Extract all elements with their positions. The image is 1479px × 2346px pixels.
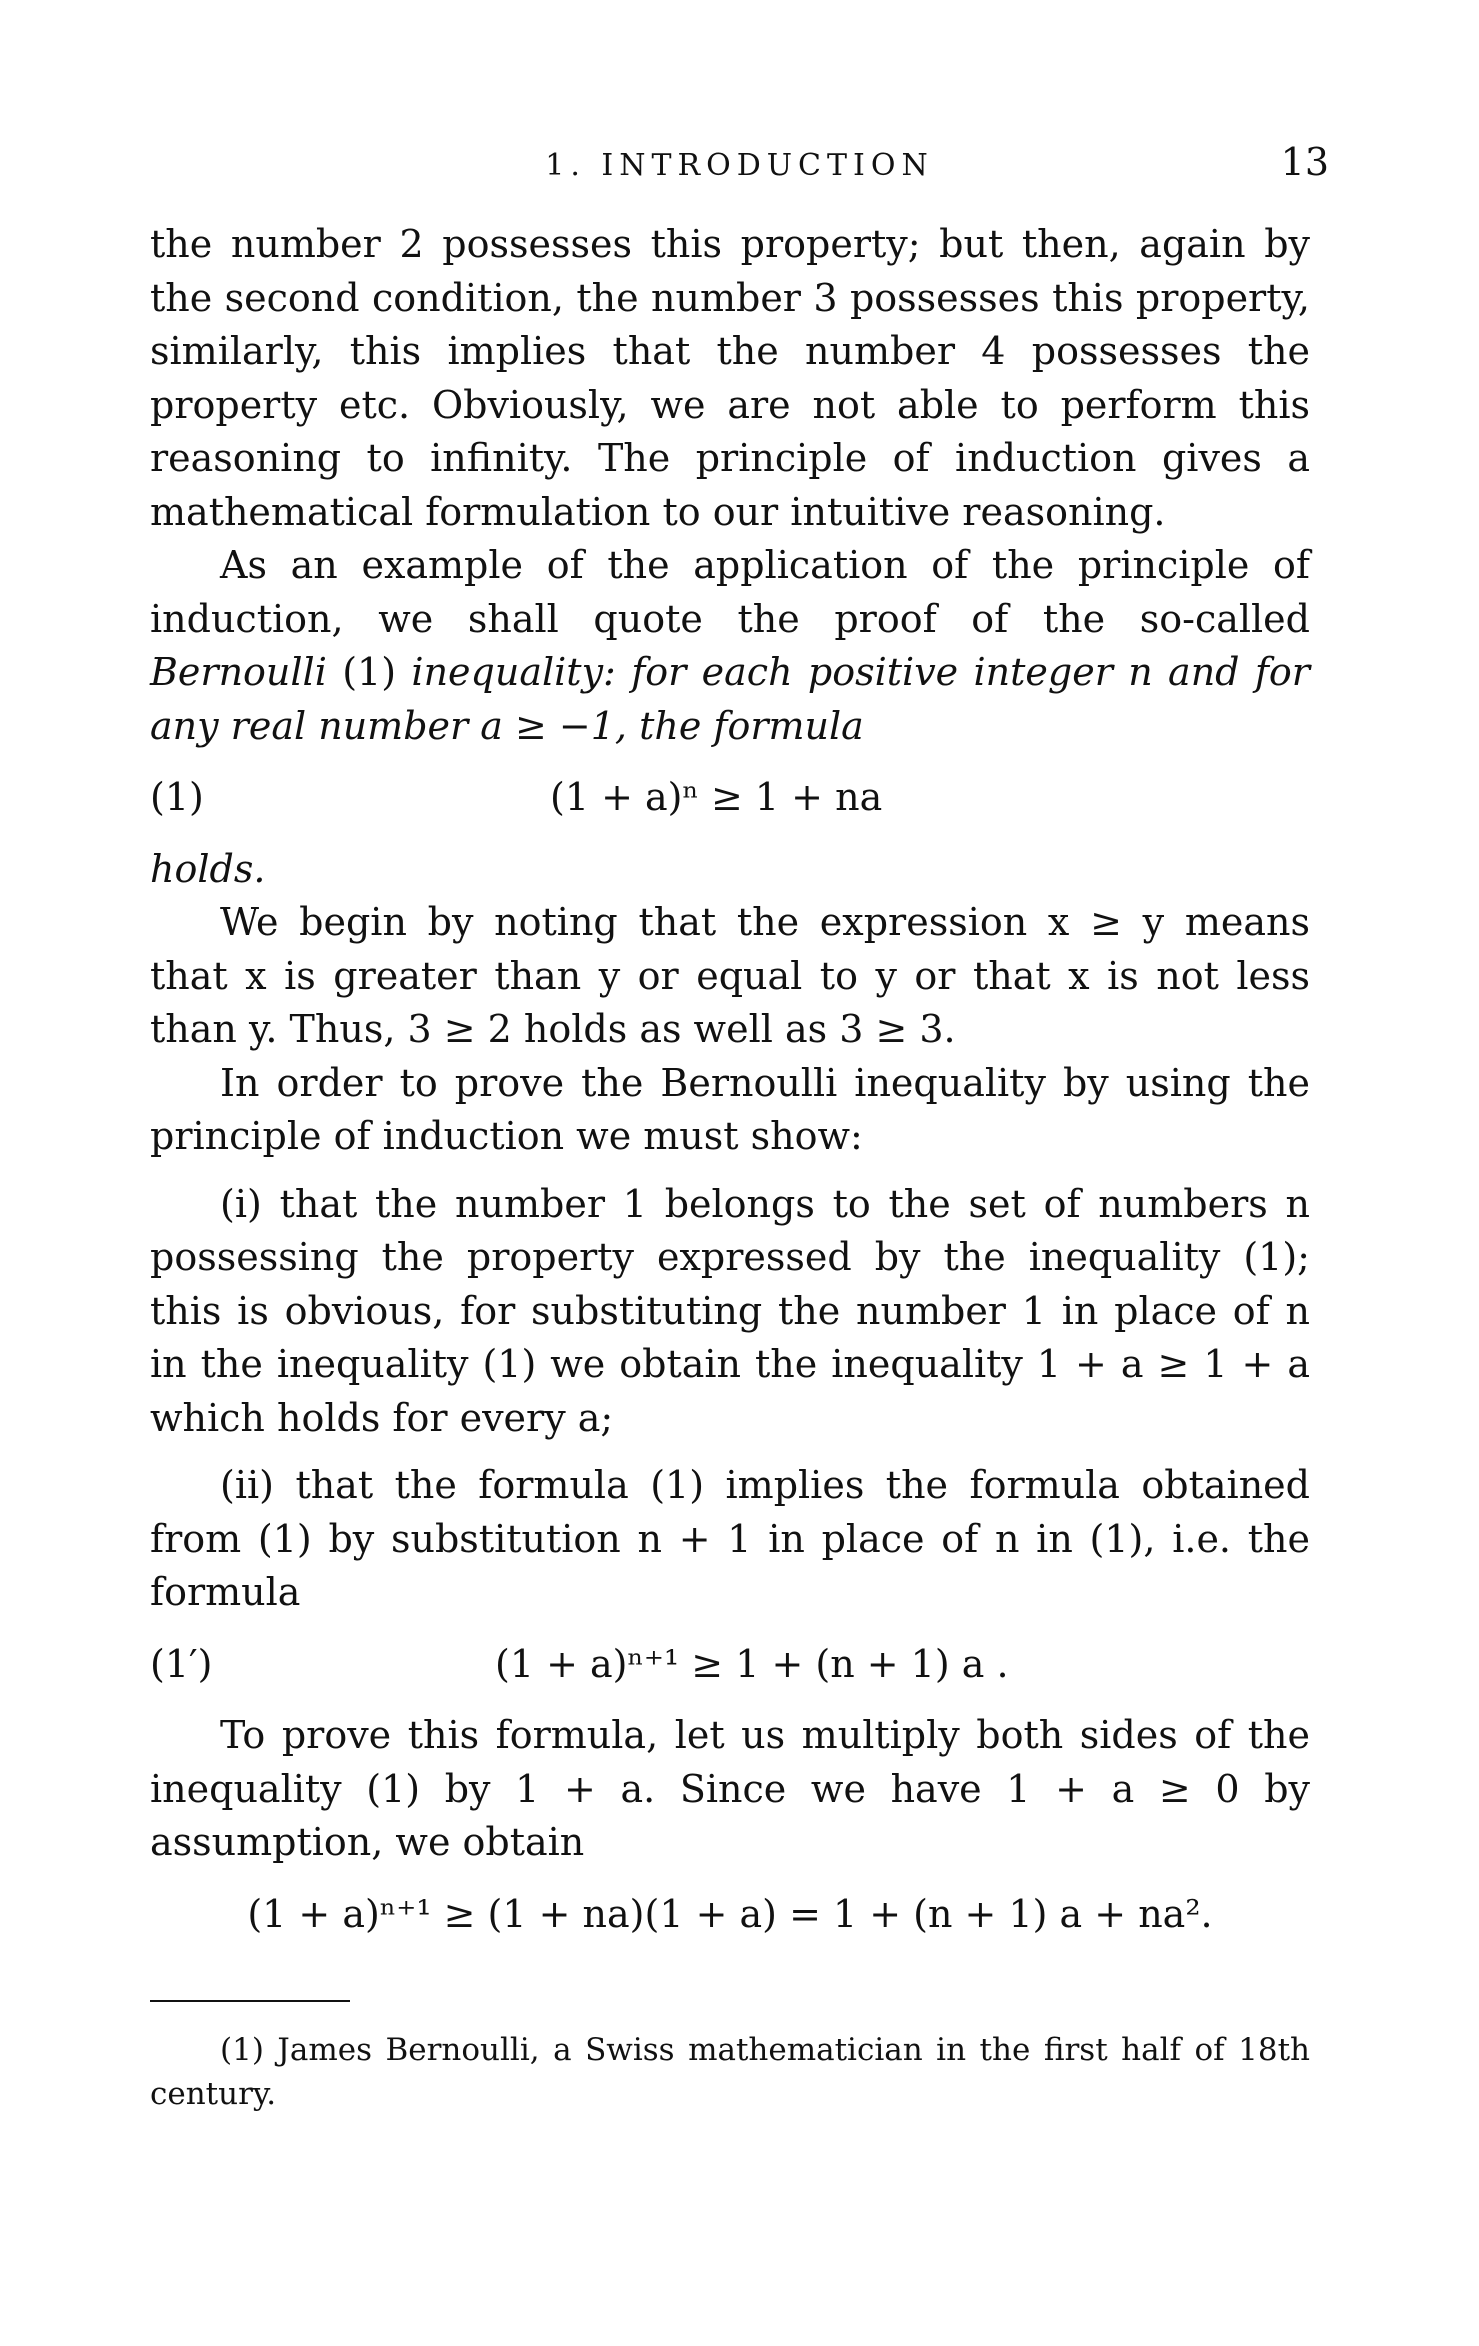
equation-1	[150, 771, 1310, 825]
body-text	[150, 218, 1310, 1959]
paragraph-6: (ii) that the formula (1) implies the formula obtained from (1) by substitution n + 1 in place of n in (1), i.e. the formula	[150, 1463, 1310, 1614]
paragraph-5: (i) that the number 1 belongs to the set of numbers n possessing the property expressed by the inequality (1); this is obvious, for substituting the number 1 in place of n in the inequality (1) we obtain the inequality 1 + a ≥ 1 + a which holds for every a;	[150, 1181, 1310, 1440]
paragraph-2	[150, 539, 1310, 753]
equation-2-body: (1 + a)ⁿ⁺¹ ≥ 1 + (n + 1) a .	[495, 1641, 1009, 1686]
footnote-rule	[150, 2000, 350, 2002]
footnote-text: James Bernoulli, a Swiss mathematician in the first half of 18th century.	[150, 2032, 1310, 2112]
paragraph-2-lead: As an example of the application of the principle of induction, we shall quote the proof of the so-called	[150, 543, 1310, 641]
equation-2-label: (1′)	[150, 1641, 213, 1686]
running-title: 1. INTRODUCTION	[545, 148, 934, 183]
equation-3	[150, 1888, 1310, 1942]
equation-3-body: (1 + a)ⁿ⁺¹ ≥ (1 + na)(1 + a) = 1 + (n + 1) a + na².	[247, 1891, 1213, 1936]
equation-1-body: (1 + a)ⁿ ≥ 1 + na	[550, 775, 883, 819]
paragraph-7: To prove this formula, let us multiply both sides of the inequality (1) by 1 + a. Since we have 1 + a ≥ 0 by assumption, we obtain	[150, 1713, 1310, 1864]
holds-text	[150, 843, 1310, 897]
footnote-reference: (1)	[342, 650, 397, 694]
footnote	[150, 2028, 1310, 2116]
equation-2	[150, 1638, 1310, 1692]
equation-1-label: (1)	[150, 775, 204, 819]
paragraph-4: In order to prove the Bernoulli inequality by using the principle of induction we must show:	[150, 1060, 1310, 1158]
holds-word: holds.	[150, 846, 266, 891]
bernoulli-name: Bernoulli	[150, 650, 327, 694]
footnote-mark: (1)	[220, 2032, 264, 2068]
paragraph-1: the number 2 possesses this property; but then, again by the second condition, the number 3 possesses this property, similarly, this implies that the number 4 possesses the property etc. Obviously, we are not able to perform this reasoning to infinity. The principle of induction gives a mathematical formulation to our intuitive reasoning.	[150, 222, 1310, 534]
paragraph-3: We begin by noting that the expression x ≥ y means that x is greater than y or equal to y or that x is not less than y. Thus, 3 ≥ 2 holds as well as 3 ≥ 3.	[150, 900, 1310, 1051]
page-number: 13	[1280, 140, 1329, 184]
paragraph-2-statement: inequality: for each positive integer n and for any real number a ≥ −1, the formula	[150, 650, 1310, 748]
page-header	[150, 140, 1329, 190]
